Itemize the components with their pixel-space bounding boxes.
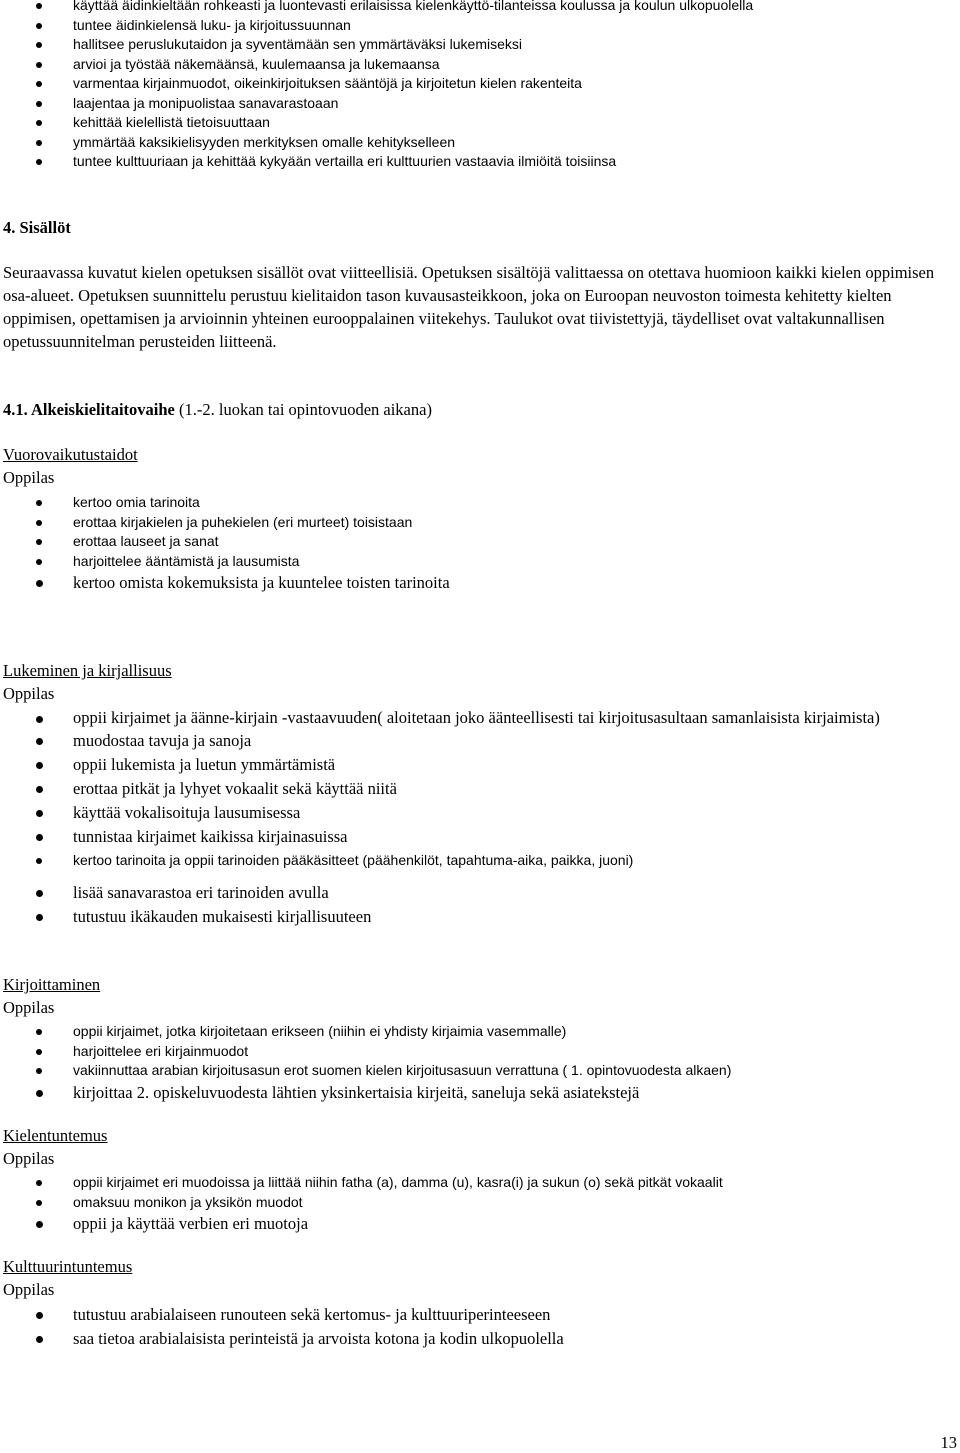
list-item: arvioi ja työstää näkemäänsä, kuulemaansa ja lukemaansa	[0, 55, 940, 75]
list-item: oppii lukemista ja luetun ymmärtämistä	[0, 753, 950, 777]
list-item: harjoittelee eri kirjainmuodot	[0, 1042, 950, 1062]
list-item: lisää sanavarastoa eri tarinoiden avulla	[0, 881, 950, 905]
subject-label: Oppilas	[3, 1149, 55, 1168]
section-41-heading-bold: 4.1. Alkeiskielitaitovaihe	[3, 400, 175, 419]
list-item: muodostaa tavuja ja sanoja	[0, 729, 950, 753]
bullet-list	[0, 1022, 950, 1081]
section-41-heading	[3, 398, 933, 421]
list-item: tunnistaa kirjaimet kaikissa kirjainasuissa	[0, 825, 950, 849]
section-vuorovaikutustaidot	[0, 443, 950, 595]
list-item: tutustuu arabialaiseen runouteen sekä kertomus- ja kulttuuriperinteeseen	[0, 1303, 950, 1327]
bullet-list	[0, 1081, 950, 1105]
list-item: kertoo omia tarinoita	[0, 493, 950, 513]
section-41-heading-rest: (1.-2. luokan tai opintovuoden aikana)	[174, 400, 432, 419]
list-item: erottaa kirjakielen ja puhekielen (eri murteet) toisistaan	[0, 513, 950, 533]
list-item: oppii kirjaimet, jotka kirjoitetaan erikseen (niihin ei yhdisty kirjaimia vasemmalle)	[0, 1022, 950, 1042]
list-item: erottaa pitkät ja lyhyet vokaalit sekä käyttää niitä	[0, 777, 950, 801]
list-item: kehittää kielellistä tietoisuuttaan	[0, 113, 940, 133]
section-kirjoittaminen	[0, 973, 950, 1105]
subject-label: Oppilas	[3, 1280, 55, 1299]
bullet-list	[0, 1212, 950, 1236]
bullet-list	[0, 493, 950, 571]
subsection-title: Kirjoittaminen	[3, 975, 101, 994]
list-item: kirjoittaa 2. opiskeluvuodesta lähtien yksinkertaisia kirjeitä, saneluja sekä asiatekstejä	[0, 1081, 950, 1105]
subsection-title: Kielentuntemus	[3, 1126, 108, 1145]
bullet-list	[0, 707, 950, 849]
list-item: tutustuu ikäkauden mukaisesti kirjallisuuteen	[0, 905, 950, 929]
list-item: käyttää vokalisoituja lausumisessa	[0, 801, 950, 825]
list-item: vakiinnuttaa arabian kirjoitusasun erot suomen kielen kirjoitusasuun verrattuna ( 1. opintovuodesta alkaen)	[0, 1061, 950, 1081]
subject-label: Oppilas	[3, 468, 55, 487]
bullet-list	[0, 1303, 950, 1351]
bullet-list	[0, 1173, 950, 1212]
page-number: 13	[940, 1433, 957, 1452]
bullet-list	[0, 571, 950, 595]
bullet-list	[0, 851, 950, 871]
list-item: tuntee äidinkielensä luku- ja kirjoitussuunnan	[0, 16, 940, 36]
section-4-paragraph: Seuraavassa kuvatut kielen opetuksen sisällöt ovat viitteellisiä. Opetuksen sisältöjä valittaessa on otettava huomioon kaikki kielen oppimisen osa-alueet. Opetuksen suunnittelu perustuu kielitaidon tason kuvausasteikkoon, joka on Euroopan neuvoston toimesta kehitetty kielten oppimisen, opettamisen ja arvioinnin yhteinen eurooppalainen viitekehys. Taulukot ovat tiivistettyjä, täydelliset ovat valtakunnallisen opetussuunnitelman perusteiden liitteenä.	[3, 263, 935, 351]
bullet-list	[0, 881, 950, 929]
list-item: erottaa lauseet ja sanat	[0, 532, 950, 552]
section-kulttuurintuntemus	[0, 1255, 950, 1351]
subject-label: Oppilas	[3, 998, 55, 1017]
list-item: omaksuu monikon ja yksikön muodot	[0, 1193, 950, 1213]
list-item: käyttää äidinkieltään rohkeasti ja luontevasti erilaisissa kielenkäyttö-tilanteissa koulussa ja koulun ulkopuolella	[0, 0, 940, 16]
list-item: oppii kirjaimet eri muodoissa ja liittää niihin fatha (a), damma (u), kasra(i) ja sukun (o) sekä pitkät vokaalit	[0, 1173, 950, 1193]
subsection-title: Vuorovaikutustaidot	[3, 445, 138, 464]
section-kielentuntemus	[0, 1124, 950, 1236]
list-item: oppii ja käyttää verbien eri muotoja	[0, 1212, 950, 1236]
list-item: saa tietoa arabialaisista perinteistä ja arvoista kotona ja kodin ulkopuolella	[0, 1327, 950, 1351]
list-item: kertoo tarinoita ja oppii tarinoiden pääkäsitteet (päähenkilöt, tapahtuma-aika, paikka, juoni)	[0, 851, 950, 871]
subsection-title: Lukeminen ja kirjallisuus	[3, 661, 172, 680]
list-item: tuntee kulttuuriaan ja kehittää kykyään vertailla eri kulttuurien vastaavia ilmiöitä toisiinsa	[0, 152, 940, 172]
list-item: kertoo omista kokemuksista ja kuuntelee toisten tarinoita	[0, 571, 950, 595]
subsection-title: Kulttuurintuntemus	[3, 1257, 133, 1276]
section-4-heading: 4. Sisällöt	[3, 218, 71, 237]
subject-label: Oppilas	[3, 684, 55, 703]
list-item: hallitsee peruslukutaidon ja syventämään sen ymmärtäväksi lukemiseksi	[0, 35, 940, 55]
list-item: varmentaa kirjainmuodot, oikeinkirjoituksen sääntöjä ja kirjoitetun kielen rakenteita	[0, 74, 940, 94]
list-item: ymmärtää kaksikielisyyden merkityksen omalle kehitykselleen	[0, 133, 940, 153]
list-item: harjoittelee ääntämistä ja lausumista	[0, 552, 950, 572]
section-lukeminen	[0, 659, 950, 929]
intro-goals-list	[0, 0, 940, 172]
list-item: oppii kirjaimet ja äänne-kirjain -vastaavuuden( aloitetaan joko äänteellisesti tai kirjoitusasultaan samanlaisista kirjaimista)	[0, 707, 950, 729]
list-item: laajentaa ja monipuolistaa sanavarastoaan	[0, 94, 940, 114]
